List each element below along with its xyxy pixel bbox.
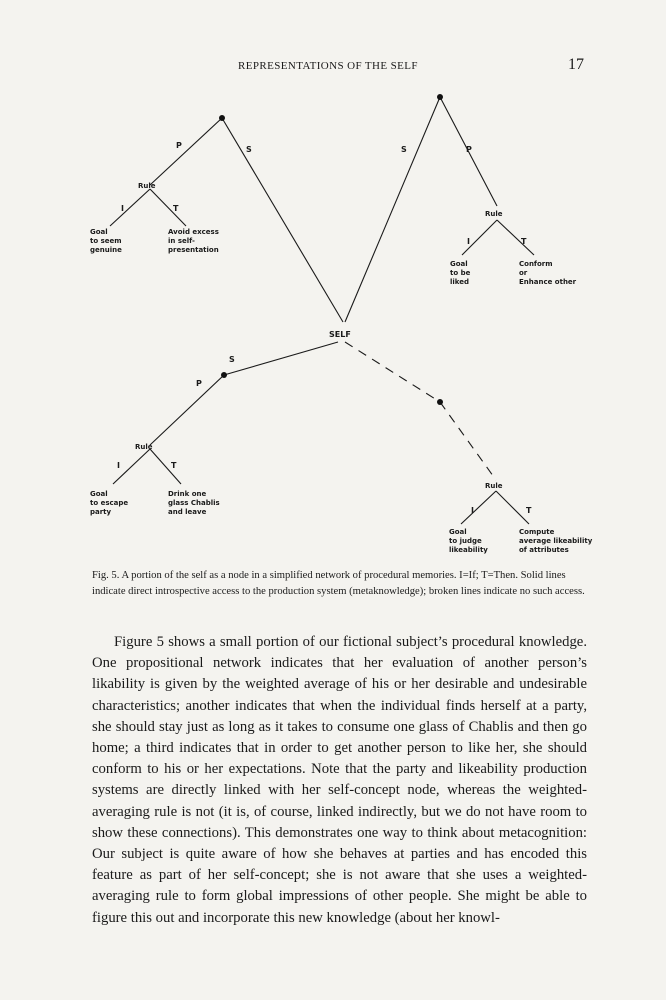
page-number: 17 bbox=[568, 56, 584, 73]
running-head: REPRESENTATIONS OF THE SELF bbox=[238, 60, 418, 72]
body-paragraph: Figure 5 shows a small portion of our fictional subject’s procedural knowledge. One propositional network indicates that her evaluation of another person’s likability is given by the weighted average of his or her desirable and undesirable characteristics; another indicates that when the individual finds herself at a party, she should stay just as long as it takes to consume one glass of Chablis and then go home; a third indicates that in order to get another person to like her, she should conform to his or her expectations. Note that the party and likeability production systems are directly linked with her self-concept node, whereas the weighted-averaging rule is not (it is, of course, linked indirectly, but we do not have room to show these connections). This demonstrates one way to think about metacognition: Our subject is quite aware of how she behaves at parties and has encoded this feature as part of her self-concept; she is not aware that she uses a weighted-averaging rule to form global impressions of other people. She might be able to figure this out and incorporate this new knowledge (about her knowl- bbox=[92, 634, 587, 926]
party-edge-t: T bbox=[171, 461, 177, 470]
edge-likeability-i bbox=[461, 491, 496, 524]
edge-liked-t bbox=[497, 220, 534, 255]
likeability-action-line2: average likeability bbox=[519, 537, 593, 545]
edge-party-s bbox=[224, 342, 338, 375]
party-edge-s: S bbox=[229, 355, 235, 364]
liked-action-line2: or bbox=[519, 269, 528, 277]
edge-selfpres-t bbox=[150, 189, 186, 226]
node-selfpres bbox=[219, 115, 225, 121]
selfpres-edge-p: P bbox=[176, 141, 182, 150]
likeability-action-line1: Compute bbox=[519, 528, 555, 536]
liked-action-line1: Conform bbox=[519, 260, 553, 268]
liked-edge-p: P bbox=[466, 145, 472, 154]
self-node-label: SELF bbox=[329, 330, 351, 339]
liked-edge-t: T bbox=[521, 237, 527, 246]
selfpres-goal-line2: to seem bbox=[90, 237, 122, 245]
edge-likeability-t bbox=[496, 491, 529, 524]
edge-selfpres-i bbox=[110, 189, 150, 226]
edge-selfpres-p bbox=[150, 118, 222, 185]
selfpres-goal-line3: genuine bbox=[90, 246, 122, 254]
likeability-rule: Rule bbox=[485, 482, 503, 490]
selfpres-edge-i: I bbox=[121, 204, 124, 213]
edge-party-p bbox=[150, 375, 224, 445]
likeability-goal-line1: Goal bbox=[449, 528, 467, 536]
edge-liked-s bbox=[345, 97, 440, 322]
liked-rule: Rule bbox=[485, 210, 503, 218]
likeability-edge-i: I bbox=[471, 506, 474, 515]
liked-edge-i: I bbox=[467, 237, 470, 246]
edge-likeability-s-dashed bbox=[345, 342, 440, 402]
node-liked bbox=[437, 94, 443, 100]
party-action-line2: glass Chablis bbox=[168, 499, 220, 507]
party-goal-line2: to escape bbox=[90, 499, 129, 507]
party-edge-p: P bbox=[196, 379, 202, 388]
selfpres-edge-t: T bbox=[173, 204, 179, 213]
party-goal-line3: party bbox=[90, 508, 112, 516]
selfpres-edge-s: S bbox=[246, 145, 252, 154]
edge-likeability-p-dashed bbox=[440, 402, 496, 480]
selfpres-action-line2: in self- bbox=[168, 237, 195, 245]
likeability-action-line3: of attributes bbox=[519, 546, 569, 554]
party-action-line3: and leave bbox=[168, 508, 207, 516]
likeability-edge-t: T bbox=[526, 506, 532, 515]
selfpres-goal-line1: Goal bbox=[90, 228, 108, 236]
liked-edge-s: S bbox=[401, 145, 407, 154]
selfpres-rule: Rule bbox=[138, 182, 156, 190]
selfpres-action-line1: Avoid excess bbox=[168, 228, 219, 236]
liked-action-line3: Enhance other bbox=[519, 278, 577, 286]
selfpres-action-line3: presentation bbox=[168, 246, 219, 254]
figure-caption: Fig. 5. A portion of the self as a node in a simplified network of procedural memories. I=If; T=Then. Solid lines indicate direct introspective access to the production system (metaknowledge); broken lines indicate no such access. bbox=[92, 570, 585, 597]
likeability-goal-line2: to judge bbox=[449, 537, 482, 545]
edge-selfpres-s bbox=[222, 118, 343, 322]
node-likeability bbox=[437, 399, 443, 405]
node-party bbox=[221, 372, 227, 378]
liked-goal-line2: to be bbox=[450, 269, 471, 277]
liked-goal-line1: Goal bbox=[450, 260, 468, 268]
party-rule: Rule bbox=[135, 443, 153, 451]
party-goal-line1: Goal bbox=[90, 490, 108, 498]
party-edge-i: I bbox=[117, 461, 120, 470]
liked-goal-line3: liked bbox=[450, 278, 470, 286]
likeability-goal-line3: likeability bbox=[449, 546, 488, 554]
party-action-line1: Drink one bbox=[168, 490, 207, 498]
